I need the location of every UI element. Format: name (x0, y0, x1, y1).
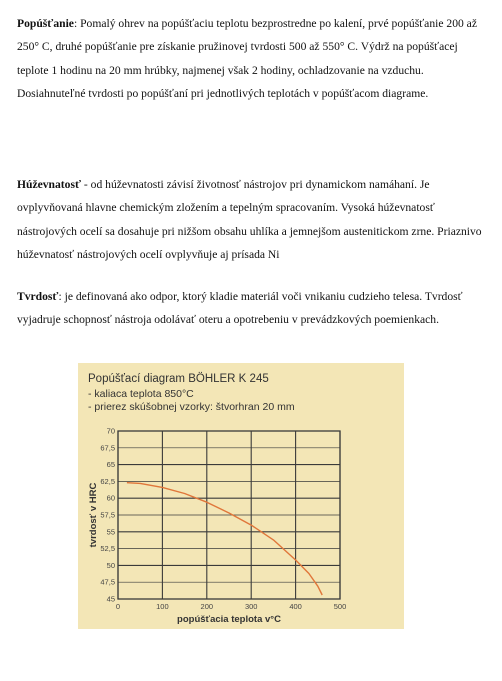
y-tick-label: 67,5 (100, 443, 115, 453)
tempering-chart (78, 363, 404, 629)
y-tick-label: 50 (106, 560, 115, 570)
x-tick-label: 400 (289, 602, 302, 611)
tempering-curve (127, 483, 322, 595)
paragraph-popustanie (17, 12, 489, 106)
paragraph-body: : je definovaná ako odpor, ktorý kladie materiál voči vnikaniu cudzieho telesa. Tvrdosť vyjadruje schopnosť nástroja odolávať oteru a opotrebeniu v prevádzkových poemienkach. (17, 290, 463, 327)
x-tick-label: 0 (115, 602, 121, 611)
x-tick-label: 500 (333, 602, 347, 611)
x-tick-label: 300 (244, 602, 258, 611)
chart-title: Popúšťací diagram BÖHLER K 245 (88, 373, 269, 385)
y-tick-label: 47,5 (100, 577, 115, 587)
y-tick-label: 45 (106, 594, 115, 604)
paragraph-body: : Pomalý ohrev na popúšťaciu teplotu bezprostredne po kalení, prvé popúšťanie 200 až 250° C, druhé popúšťanie pre získanie pružinovej tvrdosti 500 až 550° C. Výdrž na popúšťacej teplote 1 hodinu na 20 mm hrúbky, najmenej však 2 hodiny, ochladzovanie na vzduchu. Dosiahnuteľné tvrdosti po popúšťaní pri jednotlivých teplotách v popúšťacom diagrame. (17, 17, 477, 101)
chart-subtitle-specimen: - prierez skúšobnej vzorky: štvorhran 20 mm (88, 401, 295, 413)
y-tick-label: 65 (106, 460, 115, 470)
paragraph-tvrdost (17, 285, 489, 332)
term-tvrdost: Tvrdosť (17, 290, 59, 303)
y-tick-label: 52,5 (100, 544, 115, 554)
paragraph-body: - od húževnatosti závisí životnosť nástrojov pri dynamickom namáhaní. Je ovplyvňovaná hlavne chemickým zložením a tepelným spracovaním. Vysoká húževnatosť nástrojových ocelí sa dosahuje pri nižšom obsahu uhlíka a jemnejšom austenitickom zrne. Priaznivo húževnatosť nástrojových ocelí ovplyvňuje aj prísada Ni (17, 178, 482, 262)
term-popustanie: Popúšťanie (17, 17, 74, 30)
y-tick-label: 55 (106, 527, 115, 537)
chart-subtitle-quench-temp: - kaliaca teplota 850°C (88, 388, 194, 400)
x-axis-label: popúšťacia teplota v°C (177, 614, 281, 625)
y-tick-label: 70 (106, 426, 115, 436)
term-huzevnatost: Húževnatosť (17, 178, 82, 191)
y-tick-label: 62,5 (100, 476, 115, 486)
paragraph-huzevnatost (17, 173, 489, 267)
y-tick-label: 60 (106, 493, 115, 503)
y-axis-label: tvrdosť v HRC (88, 482, 99, 548)
y-tick-label: 57,5 (100, 510, 115, 520)
x-tick-label: 200 (200, 602, 214, 611)
x-tick-label: 100 (156, 602, 169, 611)
tempering-diagram-photo (78, 363, 404, 629)
